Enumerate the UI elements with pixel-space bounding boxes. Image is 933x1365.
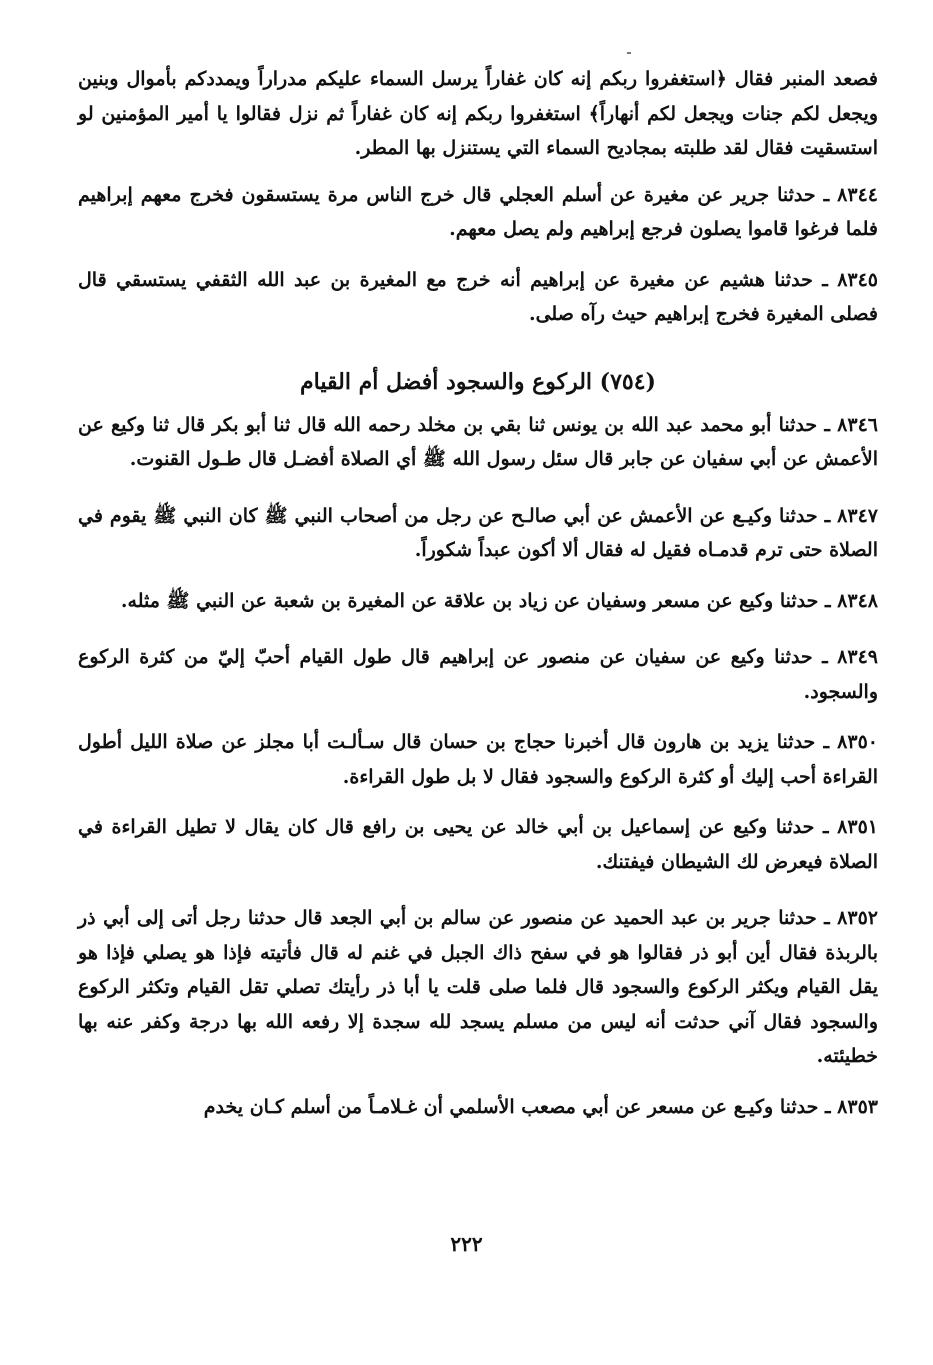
hadith-8347: ٨٣٤٧ ـ حدثنا وكيـع عن الأعمش عن أبي صالـح عن رجل من أصحاب النبي ﷺ كان النبي ﷺ يقوم في الصلاة حتى ترم قدمـاه فقيل له فقال ألا أكون عبداً شكوراً. [78,504,878,561]
hadith-8352: ٨٣٥٢ ـ حدثنا جرير بن عبد الحميد عن منصور عن سالم بن أبي الجعد قال حدثنا رجل أتى إلى أبي ذر بالربذة فقال أين أبو ذر فقالوا هو في سفح ذاك الجبل في غنم له قال فأتيته فإذا هو يصلي فإذا هو يقل القيام ويكثر الركوع والسجود قال فلما صلى قلت يا أبا ذر رأيتك تصلي تقل القيام وتكثر الركوع والسجود فقال آني حدثت أنه ليس من مسلم يسجد لله سجدة إلا رفعه الله بها درجة وكفر عنه بها خطيئته. [78,907,878,1067]
hadith-8348: ٨٣٤٨ ـ حدثنا وكيع عن مسعر وسفيان عن زياد بن علاقة عن المغيرة بن شعبة عن النبي ﷺ مثله. [120,589,878,612]
hadith-8353: ٨٣٥٣ ـ حدثنا وكيـع عن مسعر عن أبي مصعب الأسلمي أن غـلامـاً من أسلم كـان يخدم [203,1095,878,1118]
document-page [78,62,878,1124]
hadith-8351: ٨٣٥١ ـ حدثنا وكيع عن إسماعيل بن أبي خالد عن يحيى بن رافع قال كان يقال لا تطيل القراءة في الصلاة فيعرض لك الشيطان فيفتنك. [78,816,878,873]
hadith-8346: ٨٣٤٦ ـ حدثنا أبو محمد عبد الله بن يونس ثنا بقي بن مخلد رحمه الله قال ثنا أبو بكر قال ثنا وكيع عن الأعمش عن أبي سفيان عن جابر قال سئل رسول الله ﷺ أي الصلاة أفضـل قال طـول القنوت. [78,413,878,470]
hadith-8349: ٨٣٤٩ ـ حدثنا وكيع عن سفيان عن منصور عن إبراهيم قال طول القيام أحبّ إليّ من كثرة الركوع والسجود. [78,646,878,703]
scan-mark [627,52,631,54]
hadith-8344: ٨٣٤٤ ـ حدثنا جرير عن مغيرة عن أسلم العجلي قال خرج الناس مرة يستسقون فخرج معهم إبراهيم فلما فرغوا قاموا يصلون فرجع إبراهيم ولم يصل معهم. [78,183,878,240]
paragraph-continuation: فصعد المنبر فقال ﴿استغفروا ربكم إنه كان غفاراً يرسل السماء عليكم مدراراً ويمددكم بأموال وبنين ويجعل لكم جنات ويجعل لكم أنهاراً﴾ استغفروا ربكم إنه كان غفاراً ثم نزل فقالوا يا أمير المؤمنين لو استسقيت فقال لقد طلبته بمجاديح السماء التي يستنزل بها المطر. [78,68,878,159]
page-number: ٢٢٢ [450,1232,483,1256]
chapter-heading: (٧٥٤) الركوع والسجود أفضل أم القيام [300,368,656,395]
hadith-8345: ٨٣٤٥ ـ حدثنا هشيم عن مغيرة عن إبراهيم أنه خرج مع المغيرة بن عبد الله الثقفي يستسقي قال فصلى المغيرة فخرج إبراهيم حيث رآه صلى. [78,268,879,325]
hadith-8350: ٨٣٥٠ ـ حدثنا يزيد بن هارون قال أخبرنا حجاج بن حسان قال سـألـت أبا مجلز عن صلاة الليل أطول القراءة أحب إليك أو كثرة الركوع والسجود فقال لا بل طول القراءة. [78,731,878,788]
